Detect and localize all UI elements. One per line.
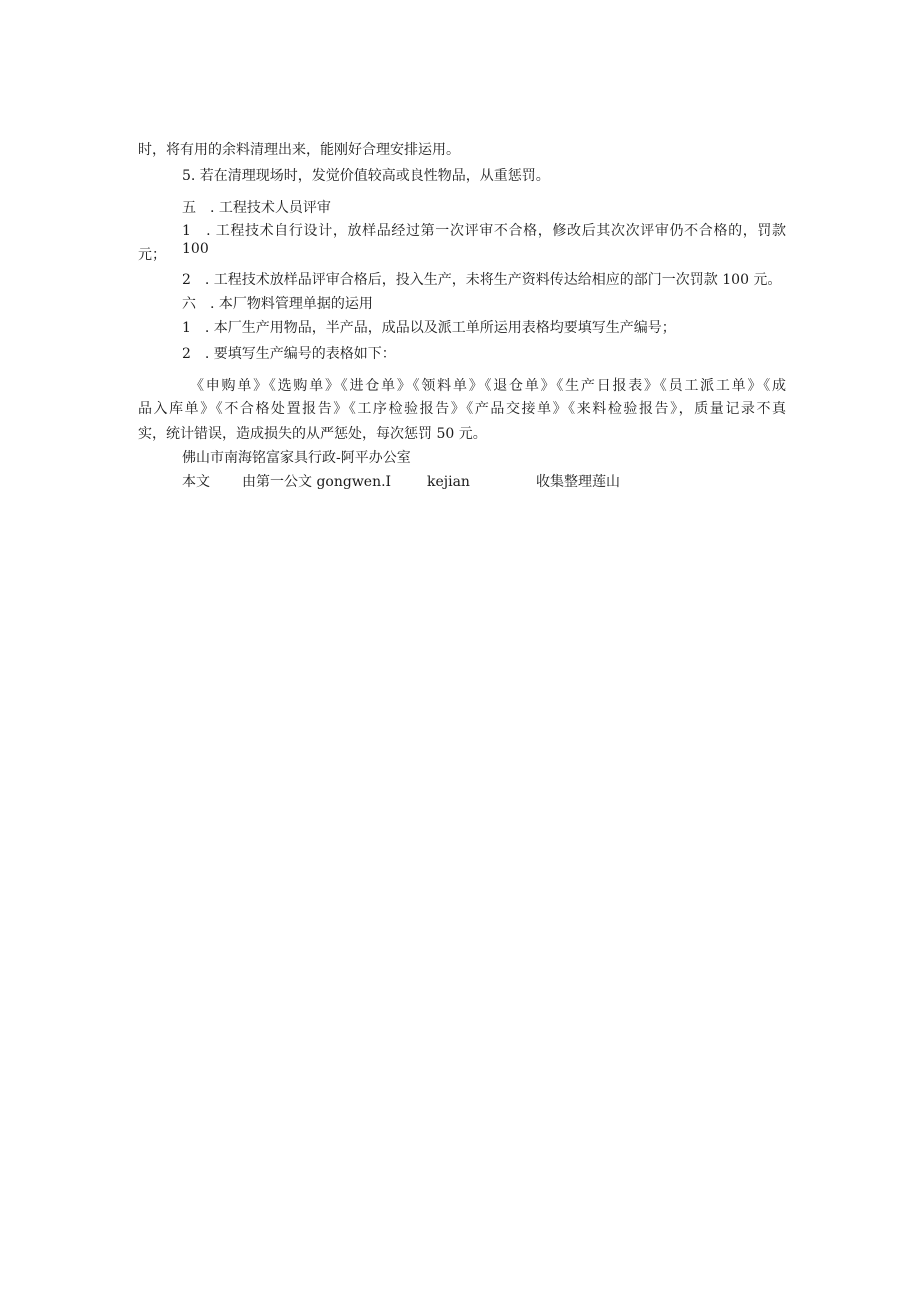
section-5-item-2: 2 . 工程技术放样品评审合格后，投入生产，未将生产资料传达给相应的部门一次罚款 100 元。 — [182, 272, 782, 288]
section-6-item-1: 1 . 本厂生产用物品，半产品，成品以及派工单所运用表格均要填写生产编号； — [182, 320, 676, 336]
paragraph-line: 时，将有用的余料清理出来，能刚好合理安排运用。 — [138, 142, 460, 158]
signature: 佛山市南海铭富家具行政-阿平办公室 — [182, 450, 411, 466]
section-heading-5: 五 . 工程技术人员评审 — [182, 200, 331, 216]
credit-line — [182, 473, 786, 491]
section-heading-6: 六 . 本厂物料管理单据的运用 — [182, 296, 373, 312]
credit-part-1: 本文 — [182, 474, 210, 490]
forms-list-line-2: 品入库单》《不合格处置报告》《工序检验报告》《产品交接单》《来料检验报告》，质量记录不真 — [138, 401, 786, 417]
section-6-item-2: 2 . 要填写生产编号的表格如下： — [182, 346, 396, 362]
forms-list-line-3: 实，统计错误，造成损失的从严惩处，每次惩罚 50 元。 — [138, 426, 487, 442]
section-5-item-1: 1 . 工程技术自行设计，放样品经过第一次评审不合格，修改后其次次评审仍不合格的，罚款 100 — [182, 223, 786, 257]
section-5-item-1-continued: 元； — [138, 247, 166, 263]
credit-part-3: kejian — [427, 474, 470, 490]
credit-part-4: 收集整理莲山 — [536, 474, 620, 490]
forms-list-line-1: 《申购单》《选购单》《进仓单》《领料单》《退仓单》《生产日报表》《员工派工单》《成 — [190, 378, 786, 394]
credit-part-2: 由第一公文 gongwen.I — [242, 474, 392, 490]
list-item-5: 5. 若在清理现场时，发觉价值较高或良性物品，从重惩罚。 — [182, 168, 550, 184]
